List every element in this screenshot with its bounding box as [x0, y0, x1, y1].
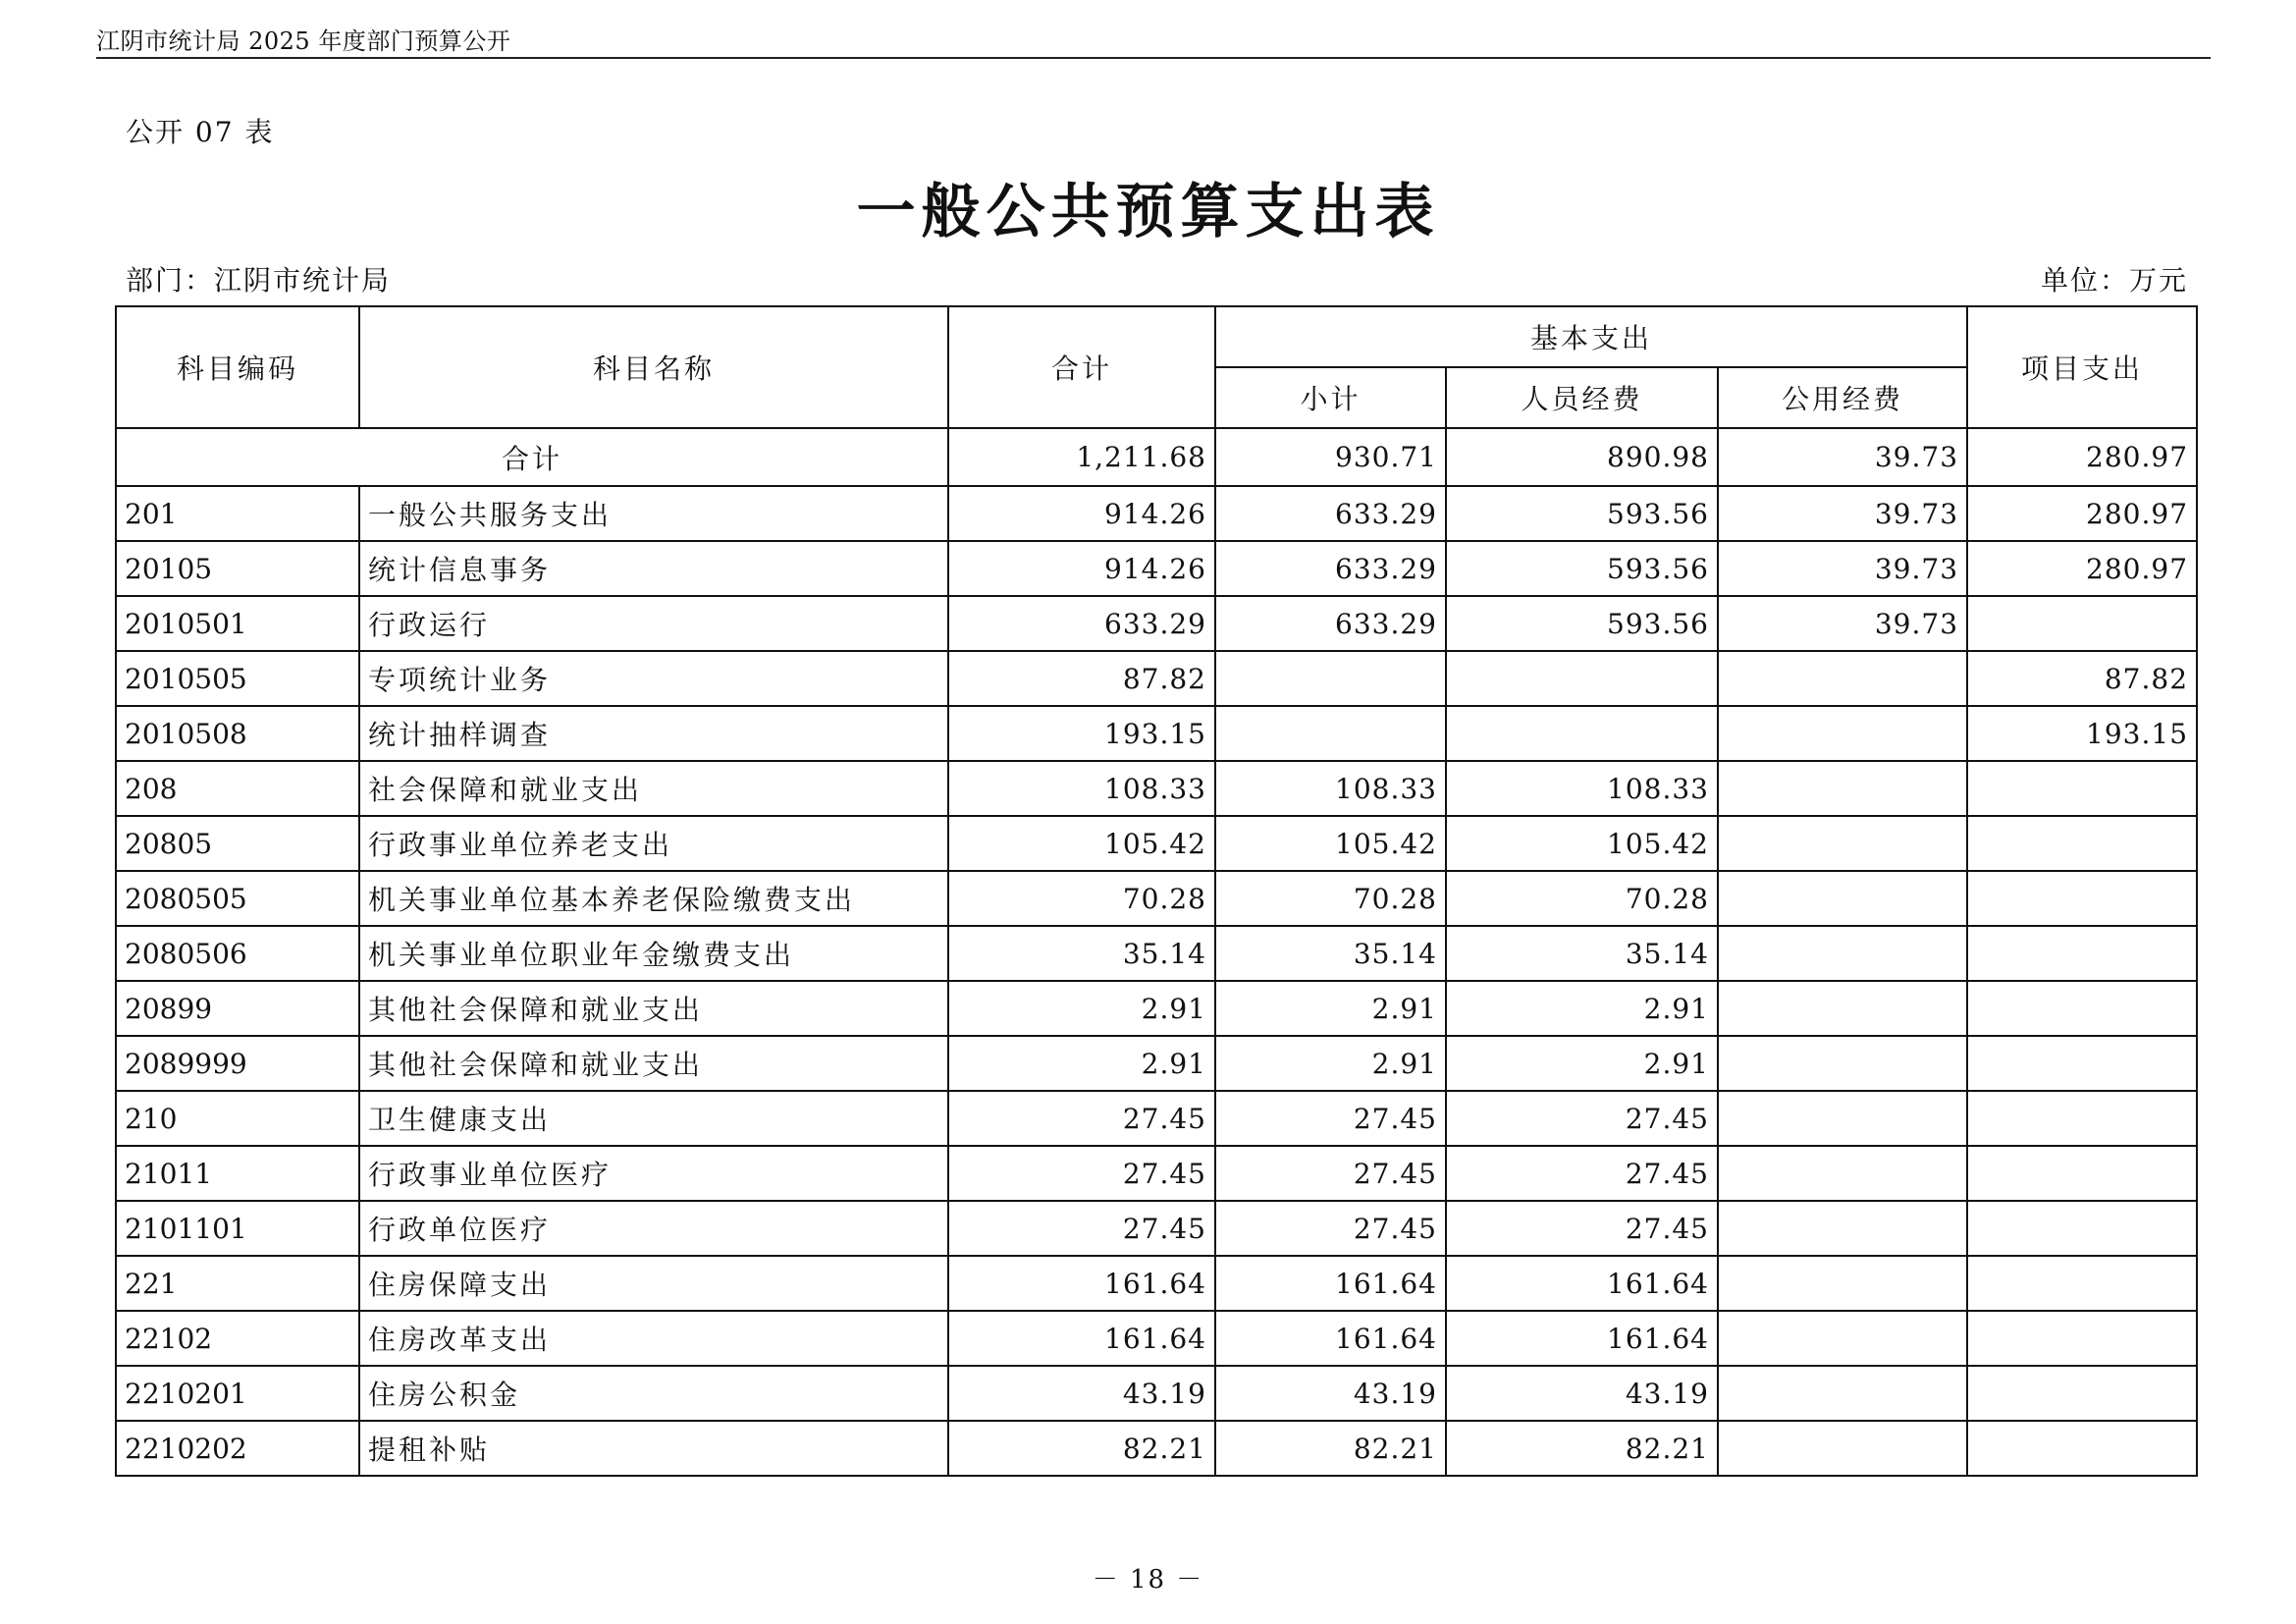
cell-name: 住房保障支出: [359, 1256, 948, 1311]
cell-public: [1718, 926, 1967, 981]
cell-name: 专项统计业务: [359, 651, 948, 706]
cell-total: 43.19: [948, 1366, 1215, 1421]
cell-total: 27.45: [948, 1146, 1215, 1201]
cell-code: 201: [116, 486, 359, 541]
table-row: [116, 706, 2197, 761]
cell-name: 其他社会保障和就业支出: [359, 981, 948, 1036]
total-amount: 1,211.68: [948, 428, 1215, 486]
cell-name: 其他社会保障和就业支出: [359, 1036, 948, 1091]
table-row: [116, 981, 2197, 1036]
cell-basic-subtotal: 43.19: [1215, 1366, 1446, 1421]
cell-total: 27.45: [948, 1091, 1215, 1146]
cell-code: 210: [116, 1091, 359, 1146]
cell-project: [1967, 1036, 2197, 1091]
cell-project: [1967, 1421, 2197, 1476]
table-row: [116, 926, 2197, 981]
cell-total: 193.15: [948, 706, 1215, 761]
cell-code: 2010505: [116, 651, 359, 706]
cell-public: 39.73: [1718, 486, 1967, 541]
cell-code: 2210202: [116, 1421, 359, 1476]
cell-project: 280.97: [1967, 486, 2197, 541]
cell-personnel: 70.28: [1446, 871, 1718, 926]
cell-basic-subtotal: 82.21: [1215, 1421, 1446, 1476]
table-row: [116, 596, 2197, 651]
cell-name: 行政事业单位医疗: [359, 1146, 948, 1201]
cell-public: [1718, 1311, 1967, 1366]
table-row: [116, 486, 2197, 541]
cell-project: [1967, 1256, 2197, 1311]
page-number: － 18 －: [1092, 1565, 1204, 1595]
total-personnel: 890.98: [1446, 428, 1718, 486]
cell-public: [1718, 1421, 1967, 1476]
cell-name: 行政运行: [359, 596, 948, 651]
cell-personnel: 593.56: [1446, 596, 1718, 651]
cell-basic-subtotal: 633.29: [1215, 541, 1446, 596]
cell-public: [1718, 761, 1967, 816]
cell-code: 208: [116, 761, 359, 816]
cell-name: 统计信息事务: [359, 541, 948, 596]
cell-code: 20899: [116, 981, 359, 1036]
cell-basic-subtotal: 161.64: [1215, 1311, 1446, 1366]
unit-label: 单位：万元: [2040, 264, 2188, 297]
cell-personnel: 27.45: [1446, 1146, 1718, 1201]
budget-table: [115, 305, 2198, 1477]
cell-code: 221: [116, 1256, 359, 1311]
cell-project: [1967, 816, 2197, 871]
cell-personnel: 27.45: [1446, 1091, 1718, 1146]
cell-public: [1718, 981, 1967, 1036]
cell-total: 87.82: [948, 651, 1215, 706]
cell-personnel: [1446, 651, 1718, 706]
cell-total: 108.33: [948, 761, 1215, 816]
column-header-public: 公用经费: [1718, 367, 1967, 428]
page-title: 一般公共预算支出表: [856, 178, 1440, 246]
table-row: [116, 1366, 2197, 1421]
cell-basic-subtotal: 2.91: [1215, 1036, 1446, 1091]
cell-total: 35.14: [948, 926, 1215, 981]
cell-project: [1967, 1311, 2197, 1366]
cell-code: 2010508: [116, 706, 359, 761]
cell-basic-subtotal: 27.45: [1215, 1091, 1446, 1146]
cell-basic-subtotal: 633.29: [1215, 596, 1446, 651]
cell-total: 27.45: [948, 1201, 1215, 1256]
cell-basic-subtotal: 35.14: [1215, 926, 1446, 981]
column-header-personnel: 人员经费: [1446, 367, 1718, 428]
cell-public: [1718, 816, 1967, 871]
cell-code: 2080505: [116, 871, 359, 926]
cell-name: 提租补贴: [359, 1421, 948, 1476]
table-row: [116, 761, 2197, 816]
cell-project: 280.97: [1967, 541, 2197, 596]
table-row: [116, 1311, 2197, 1366]
cell-name: 机关事业单位职业年金缴费支出: [359, 926, 948, 981]
cell-name: 住房公积金: [359, 1366, 948, 1421]
total-row: [116, 428, 2197, 486]
cell-project: [1967, 1091, 2197, 1146]
cell-code: 21011: [116, 1146, 359, 1201]
table-row: [116, 541, 2197, 596]
cell-basic-subtotal: 105.42: [1215, 816, 1446, 871]
cell-personnel: 108.33: [1446, 761, 1718, 816]
table-row: [116, 871, 2197, 926]
cell-name: 卫生健康支出: [359, 1091, 948, 1146]
cell-name: 社会保障和就业支出: [359, 761, 948, 816]
cell-public: [1718, 1256, 1967, 1311]
cell-total: 82.21: [948, 1421, 1215, 1476]
cell-code: 2210201: [116, 1366, 359, 1421]
cell-name: 一般公共服务支出: [359, 486, 948, 541]
table-row: [116, 651, 2197, 706]
cell-total: 633.29: [948, 596, 1215, 651]
cell-public: [1718, 871, 1967, 926]
running-header: 江阴市统计局 2025 年度部门预算公开: [96, 27, 511, 55]
cell-public: [1718, 651, 1967, 706]
cell-project: [1967, 1146, 2197, 1201]
cell-total: 2.91: [948, 1036, 1215, 1091]
cell-project: [1967, 926, 2197, 981]
cell-project: 87.82: [1967, 651, 2197, 706]
column-header-basic-group: 基本支出: [1215, 306, 1967, 367]
total-basic-subtotal: 930.71: [1215, 428, 1446, 486]
cell-total: 161.64: [948, 1256, 1215, 1311]
cell-total: 2.91: [948, 981, 1215, 1036]
cell-name: 统计抽样调查: [359, 706, 948, 761]
table-row: [116, 1256, 2197, 1311]
cell-code: 2089999: [116, 1036, 359, 1091]
department-label: 部门：江阴市统计局: [126, 264, 392, 297]
cell-total: 161.64: [948, 1311, 1215, 1366]
cell-name: 机关事业单位基本养老保险缴费支出: [359, 871, 948, 926]
cell-public: 39.73: [1718, 596, 1967, 651]
total-public: 39.73: [1718, 428, 1967, 486]
cell-basic-subtotal: 633.29: [1215, 486, 1446, 541]
cell-total: 914.26: [948, 541, 1215, 596]
form-number: 公开 07 表: [126, 116, 275, 148]
cell-code: 2101101: [116, 1201, 359, 1256]
cell-public: 39.73: [1718, 541, 1967, 596]
cell-basic-subtotal: [1215, 651, 1446, 706]
header-rule: [96, 57, 2211, 59]
column-header-project: 项目支出: [1967, 306, 2197, 428]
cell-total: 70.28: [948, 871, 1215, 926]
table-header-row: [116, 306, 2197, 367]
cell-personnel: 82.21: [1446, 1421, 1718, 1476]
cell-code: 22102: [116, 1311, 359, 1366]
cell-public: [1718, 1146, 1967, 1201]
cell-project: 193.15: [1967, 706, 2197, 761]
table-row: [116, 1201, 2197, 1256]
cell-basic-subtotal: 27.45: [1215, 1201, 1446, 1256]
cell-total: 914.26: [948, 486, 1215, 541]
table-row: [116, 816, 2197, 871]
column-header-total: 合计: [948, 306, 1215, 428]
cell-code: 20105: [116, 541, 359, 596]
cell-project: [1967, 1366, 2197, 1421]
cell-personnel: 27.45: [1446, 1201, 1718, 1256]
cell-personnel: 35.14: [1446, 926, 1718, 981]
cell-personnel: 2.91: [1446, 1036, 1718, 1091]
cell-name: 行政事业单位养老支出: [359, 816, 948, 871]
cell-personnel: 593.56: [1446, 486, 1718, 541]
cell-basic-subtotal: 2.91: [1215, 981, 1446, 1036]
cell-project: [1967, 596, 2197, 651]
cell-project: [1967, 871, 2197, 926]
cell-basic-subtotal: 70.28: [1215, 871, 1446, 926]
cell-personnel: 161.64: [1446, 1256, 1718, 1311]
cell-personnel: 161.64: [1446, 1311, 1718, 1366]
cell-project: [1967, 1201, 2197, 1256]
cell-project: [1967, 761, 2197, 816]
table-row: [116, 1091, 2197, 1146]
cell-project: [1967, 981, 2197, 1036]
column-header-code: 科目编码: [116, 306, 359, 428]
column-header-basic-subtotal: 小计: [1215, 367, 1446, 428]
cell-public: [1718, 1201, 1967, 1256]
cell-code: 2080506: [116, 926, 359, 981]
table-row: [116, 1036, 2197, 1091]
cell-name: 行政单位医疗: [359, 1201, 948, 1256]
cell-personnel: 593.56: [1446, 541, 1718, 596]
total-project: 280.97: [1967, 428, 2197, 486]
cell-basic-subtotal: 161.64: [1215, 1256, 1446, 1311]
cell-name: 住房改革支出: [359, 1311, 948, 1366]
cell-personnel: 2.91: [1446, 981, 1718, 1036]
table-row: [116, 1421, 2197, 1476]
cell-personnel: 105.42: [1446, 816, 1718, 871]
cell-basic-subtotal: 27.45: [1215, 1146, 1446, 1201]
cell-code: 2010501: [116, 596, 359, 651]
table-row: [116, 1146, 2197, 1201]
cell-basic-subtotal: 108.33: [1215, 761, 1446, 816]
cell-basic-subtotal: [1215, 706, 1446, 761]
cell-code: 20805: [116, 816, 359, 871]
total-label: 合计: [116, 428, 948, 486]
column-header-name: 科目名称: [359, 306, 948, 428]
cell-public: [1718, 1366, 1967, 1421]
cell-total: 105.42: [948, 816, 1215, 871]
cell-public: [1718, 1091, 1967, 1146]
cell-public: [1718, 706, 1967, 761]
cell-personnel: 43.19: [1446, 1366, 1718, 1421]
cell-personnel: [1446, 706, 1718, 761]
cell-public: [1718, 1036, 1967, 1091]
